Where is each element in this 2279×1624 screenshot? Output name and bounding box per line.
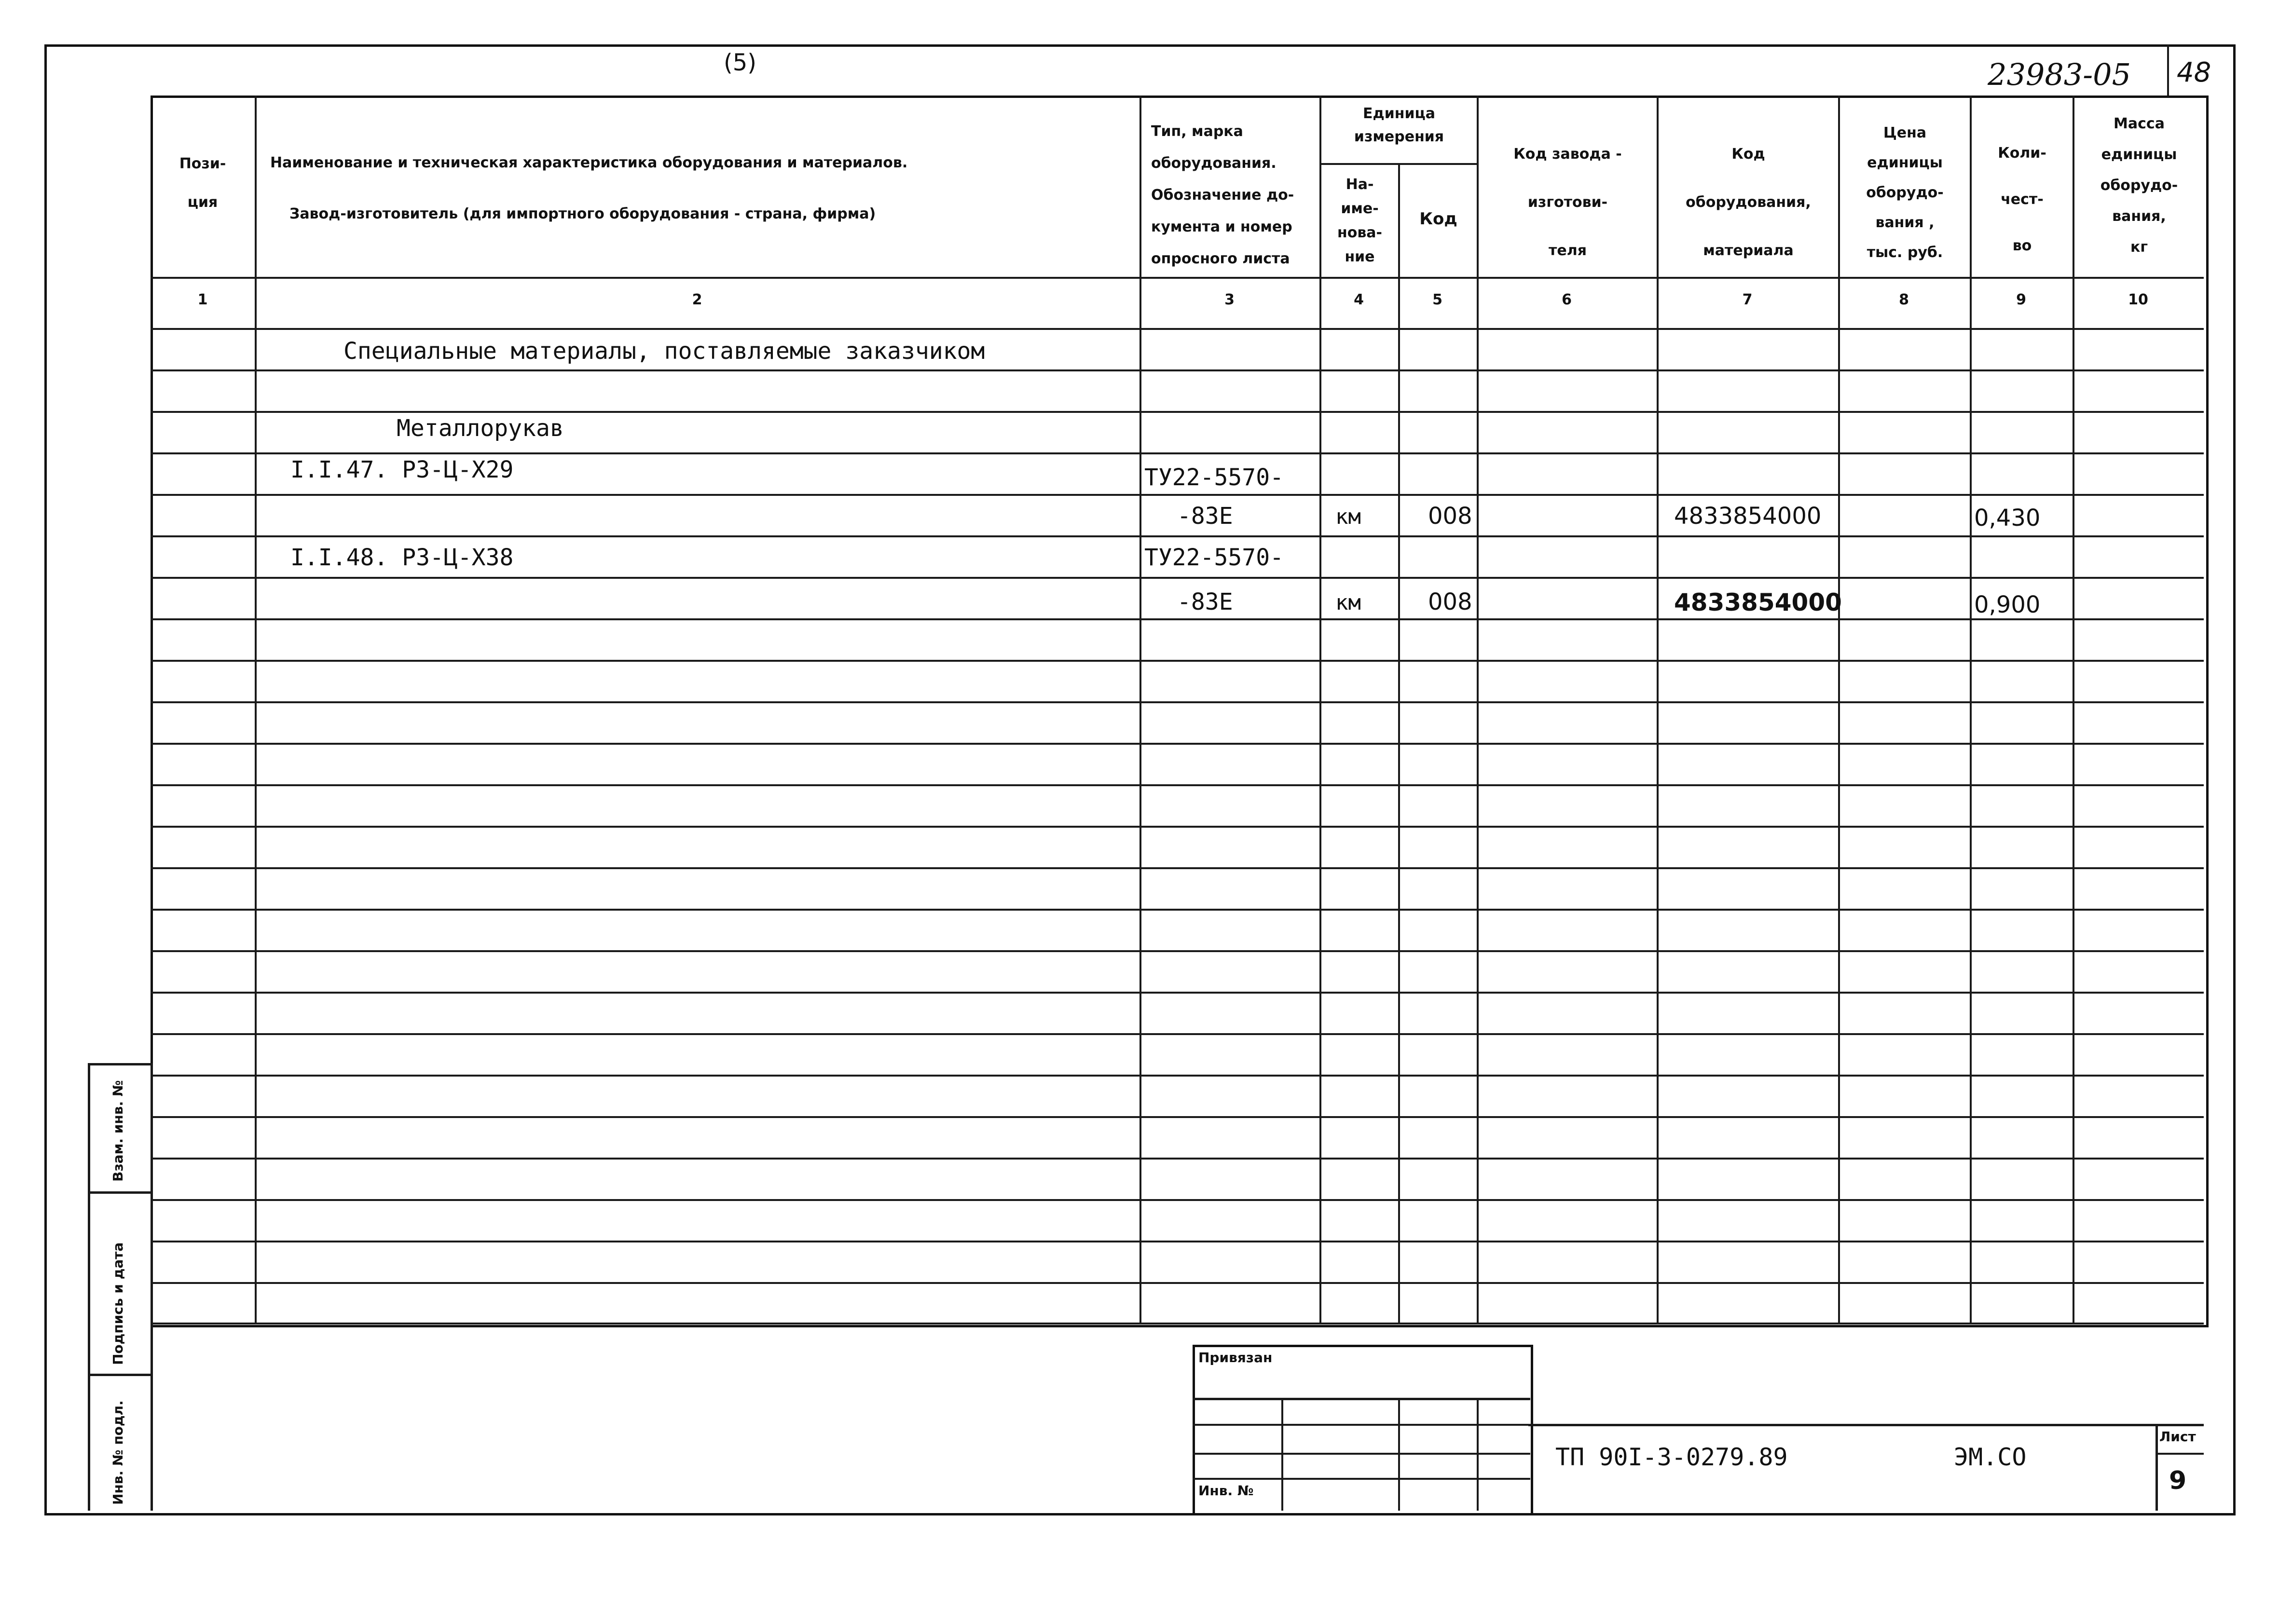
header-name: Наименование и техническая характеристика оборудования и материалов. Завод-изготовитель (для импортного оборудования - страна, фирма) (270, 154, 908, 222)
colnum-8: 8 (1899, 291, 1909, 308)
item-material-code: 4833854000 (1674, 503, 1822, 530)
header-unit-code: Код (1419, 209, 1457, 229)
col-line-3 (1319, 96, 1321, 1324)
item-unit-code: 008 (1428, 588, 1472, 615)
stamp-sign-date: Подпись и дата (110, 1242, 126, 1365)
stamp-vzam-inv: Взам. инв. № (110, 1080, 126, 1182)
colnum-9: 9 (2016, 291, 2026, 308)
section-title: Специальные материалы, поставляемые заказчиком (343, 338, 985, 365)
colnum-1: 1 (197, 291, 208, 308)
col-line-7 (1838, 96, 1840, 1324)
sheet-number: 9 (2169, 1466, 2187, 1495)
item-material-code: 4833854000 (1674, 588, 1842, 616)
item-doc-line1: ТУ22-5570- (1144, 464, 1284, 491)
header-unit-group: Единица измерения (1354, 105, 1444, 145)
col-line-9 (2073, 96, 2074, 1324)
item-quantity: 0,900 (1974, 591, 2041, 618)
item-quantity: 0,430 (1974, 505, 2041, 532)
header-factory-code: Код завода - изготови- теля (1513, 146, 1622, 259)
header-material-code: Код оборудования, материала (1686, 146, 1811, 259)
corner-number: 48 (2177, 57, 2211, 88)
item-unit-name: км (1335, 590, 1361, 615)
stamp-inv-orig: Инв. № подл. (110, 1400, 126, 1505)
page-paren-number: (5) (724, 49, 756, 76)
privyazan-label: Привязан (1198, 1350, 1273, 1365)
handwritten-code: 23983-05 (1988, 57, 2131, 92)
header-unit-name: На- име- нова- ние (1337, 176, 1383, 265)
item-unit-name: км (1335, 505, 1361, 529)
item-unit-code: 008 (1428, 503, 1472, 530)
colnum-7: 7 (1742, 291, 1753, 308)
sheet-label: Лист (2159, 1429, 2196, 1445)
item-doc-line2: -83Е (1177, 588, 1233, 615)
header-price: Цена единицы оборудо- вания , тыс. руб. (1866, 124, 1944, 261)
colnum-10: 10 (2128, 291, 2148, 308)
col-line-1 (255, 96, 257, 1324)
header-quantity: Коли- чест- во (1998, 145, 2046, 254)
item-doc-line1: ТУ22-5570- (1144, 544, 1284, 571)
corner-box-divider (2167, 44, 2169, 96)
colnum-2: 2 (692, 291, 702, 308)
colnum-bottom-line (151, 328, 2204, 330)
main-table-frame (151, 96, 2209, 1327)
header-bottom-line (151, 277, 2204, 279)
doc-number: ТП 90I-3-0279.89 (1555, 1443, 1788, 1471)
item-doc-line2: -83Е (1177, 503, 1233, 530)
header-position: Пози- ция (179, 155, 226, 211)
header-mass: Масса единицы оборудо- вания, кг (2100, 115, 2178, 256)
col-line-8 (1970, 96, 1972, 1324)
inv-no-label: Инв. № (1198, 1483, 1254, 1499)
colnum-4: 4 (1354, 291, 1364, 308)
col-line-6 (1657, 96, 1659, 1324)
col-line-2 (1140, 96, 1141, 1324)
item-position-name: I.I.47. РЗ-Ц-Х29 (290, 456, 514, 483)
doc-mark: ЭМ.СО (1954, 1443, 2027, 1471)
item-position-name: I.I.48. РЗ-Ц-Х38 (290, 544, 514, 571)
colnum-6: 6 (1562, 291, 1572, 308)
header-doc-type: Тип, марка оборудования. Обозначение до- кумента и номер опросного листа (1151, 123, 1294, 267)
subsection-title: Металлорукав (397, 415, 564, 442)
colnum-5: 5 (1432, 291, 1442, 308)
colnum-3: 3 (1224, 291, 1235, 308)
col-line-5 (1477, 96, 1479, 1324)
